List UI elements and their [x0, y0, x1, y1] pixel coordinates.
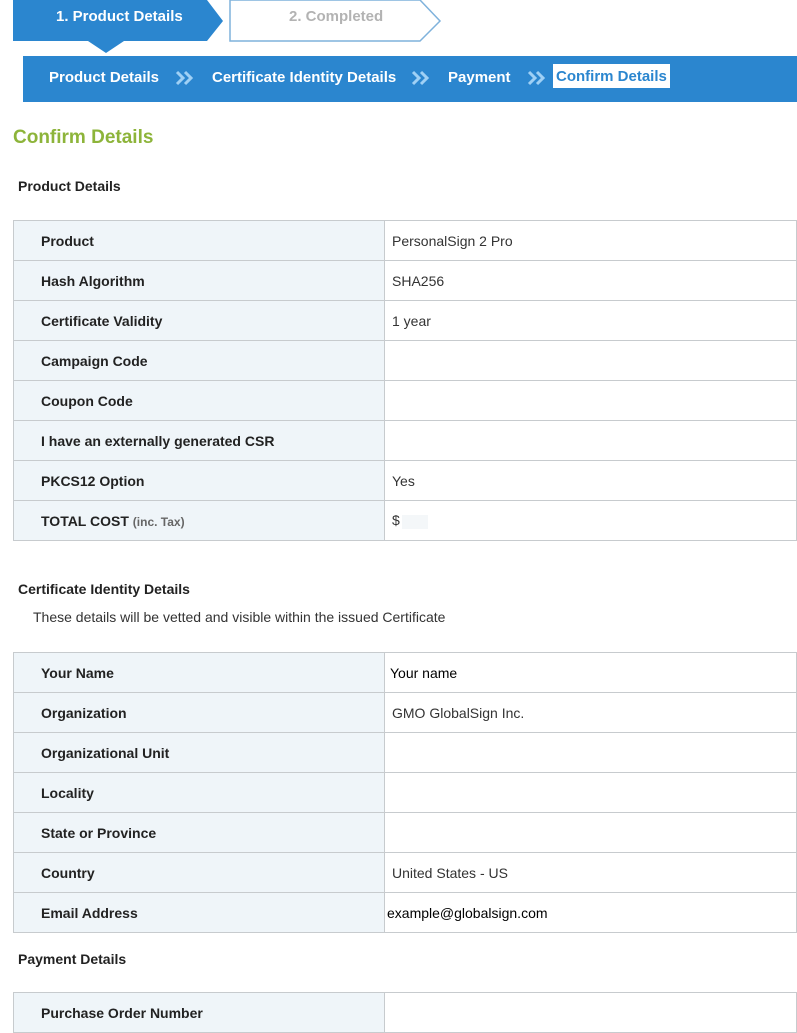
- product-details-heading: Product Details: [18, 178, 121, 194]
- row-label: Locality: [14, 773, 385, 813]
- payment-details-heading: Payment Details: [18, 951, 127, 967]
- row-value: [385, 421, 797, 461]
- row-value: [385, 993, 797, 1033]
- table-row: [14, 733, 797, 773]
- identity-details-heading: Certificate Identity Details: [18, 581, 190, 597]
- table-row: [14, 381, 797, 421]
- row-label: PKCS12 Option: [14, 461, 385, 501]
- row-value: [385, 733, 797, 773]
- row-value: 1 year: [385, 301, 797, 341]
- row-label: State or Province: [14, 813, 385, 853]
- tax-note: (inc. Tax): [132, 514, 185, 529]
- progress-steps: [0, 0, 797, 60]
- table-row: [14, 261, 797, 301]
- product-details-table: [13, 220, 797, 541]
- breadcrumb-product-details[interactable]: Product Details: [49, 69, 160, 86]
- row-value: [385, 813, 797, 853]
- row-label: Email Address: [14, 893, 385, 933]
- row-label: Coupon Code: [14, 381, 385, 421]
- table-row: [14, 341, 797, 381]
- breadcrumb-confirm-details: Confirm Details: [553, 64, 670, 88]
- double-chevron-right-icon: [411, 70, 433, 86]
- page-title: Confirm Details: [13, 127, 154, 148]
- table-row: [14, 653, 797, 693]
- row-label: I have an externally generated CSR: [14, 421, 385, 461]
- table-row: [14, 893, 797, 933]
- row-label: Country: [14, 853, 385, 893]
- table-row: [14, 421, 797, 461]
- row-label: Organizational Unit: [14, 733, 385, 773]
- breadcrumb-payment[interactable]: Payment: [448, 69, 511, 86]
- row-label: Campaign Code: [14, 341, 385, 381]
- double-chevron-right-icon: [527, 70, 549, 86]
- row-value: Yes: [385, 461, 797, 501]
- row-value: PersonalSign 2 Pro: [385, 221, 797, 261]
- row-label: Hash Algorithm: [14, 261, 385, 301]
- total-cost-value-cell: [385, 501, 797, 541]
- row-label: Certificate Validity: [14, 301, 385, 341]
- double-chevron-right-icon: [175, 70, 197, 86]
- redacted-amount: [402, 515, 428, 529]
- total-cost-label-cell: [14, 501, 385, 541]
- row-label: Purchase Order Number: [14, 993, 385, 1033]
- table-row: [14, 853, 797, 893]
- row-label: Your Name: [14, 653, 385, 693]
- row-value: SHA256: [385, 261, 797, 301]
- row-value: example@globalsign.com: [385, 893, 797, 933]
- row-value: United States - US: [385, 853, 797, 893]
- step-1-label: 1. Product Details: [56, 8, 183, 25]
- payment-details-table: [13, 992, 797, 1033]
- table-row: [14, 813, 797, 853]
- identity-details-note: These details will be vetted and visible within the issued Certificate: [33, 609, 446, 625]
- table-row: [14, 221, 797, 261]
- total-cost-row: [14, 501, 797, 541]
- identity-details-table: [13, 652, 797, 933]
- step-2-label: 2. Completed: [289, 8, 384, 25]
- row-value: Your name: [385, 653, 797, 693]
- total-cost-value: $: [392, 512, 400, 529]
- row-value: [385, 773, 797, 813]
- table-row: [14, 461, 797, 501]
- table-row: [14, 693, 797, 733]
- table-row: [14, 993, 797, 1033]
- row-label: Product: [14, 221, 385, 261]
- row-value: [385, 381, 797, 421]
- row-value: GMO GlobalSign Inc.: [385, 693, 797, 733]
- breadcrumb: [23, 56, 797, 102]
- table-row: [14, 301, 797, 341]
- total-cost-label: TOTAL COST: [41, 512, 129, 529]
- table-row: [14, 773, 797, 813]
- row-value: [385, 341, 797, 381]
- row-label: Organization: [14, 693, 385, 733]
- breadcrumb-certificate-identity[interactable]: Certificate Identity Details: [212, 69, 397, 86]
